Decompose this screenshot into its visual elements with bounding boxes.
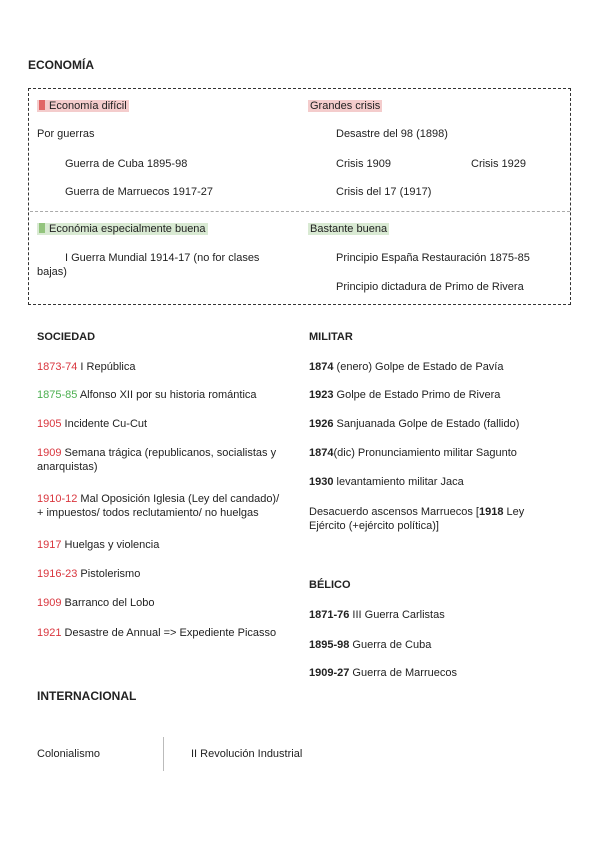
list-item: 1895-98 Guerra de Cuba	[309, 639, 432, 651]
list-item: 1926 Sanjuanada Golpe de Estado (fallido)	[309, 418, 520, 430]
list-item: 1874 (enero) Golpe de Estado de Pavía	[309, 361, 504, 373]
list-item: 1923 Golpe de Estado Primo de Rivera	[309, 389, 501, 401]
list-item: 1916-23 Pistolerismo	[37, 568, 141, 580]
list-item: Crisis 1909	[336, 158, 392, 170]
economia-bastante-heading	[308, 222, 389, 236]
list-item: 1910-12 Mal Oposición Iglesia (Ley del candado)/ + impuestos/ todos reclutamiento/ no huelgas	[37, 493, 280, 519]
economia-title: ECONOMÍA	[28, 58, 94, 72]
economia-buena-label: Económia especialmente buena	[49, 223, 206, 235]
economia-bastante-label: Bastante buena	[310, 223, 388, 235]
list-item: 1905 Incidente Cu-Cut	[37, 418, 148, 430]
list-item: 1873-74 I República	[37, 361, 136, 373]
economia-crisis-label: Grandes crisis	[310, 100, 381, 112]
militar-title: MILITAR	[309, 331, 353, 343]
list-item: Guerra de Cuba 1895-98	[65, 158, 188, 170]
internacional-divider	[163, 737, 164, 771]
list-item: 1917 Huelgas y violencia	[37, 539, 160, 551]
internacional-right: II Revolución Industrial	[191, 748, 303, 760]
economia-dificil-label: Economía difícil	[49, 100, 127, 112]
list-item: 1871-76 III Guerra Carlistas	[309, 609, 445, 621]
list-item: Desastre del 98 (1898)	[336, 128, 448, 140]
minus-marker	[39, 100, 45, 110]
list-item: 1874(dic) Pronunciamiento militar Sagunto	[309, 447, 517, 459]
list-item: Crisis 1929	[471, 158, 527, 170]
plus-marker	[39, 223, 45, 233]
economia-dificil-intro: Por guerras	[37, 128, 95, 140]
list-item: Principio dictadura de Primo de Rivera	[336, 281, 524, 293]
economia-buena-heading	[37, 222, 208, 236]
list-item: Guerra de Marruecos 1917-27	[65, 186, 213, 198]
list-item: 1909-27 Guerra de Marruecos	[309, 667, 457, 679]
internacional-left: Colonialismo	[37, 748, 100, 760]
list-item: 1909 Semana trágica (republicanos, socialistas y anarquistas)	[37, 447, 277, 473]
list-item: Principio España Restauración 1875-85	[336, 252, 530, 264]
economia-dificil-heading	[37, 99, 129, 113]
list-item: 1930 levantamiento militar Jaca	[309, 476, 464, 488]
economia-divider	[30, 211, 570, 212]
belico-title: BÉLICO	[309, 579, 351, 591]
list-item: 1909 Barranco del Lobo	[37, 597, 155, 609]
list-item: Desacuerdo ascensos Marruecos [1918 Ley Ejército (+ejército política)]	[309, 506, 525, 532]
internacional-title: INTERNACIONAL	[37, 689, 137, 703]
sociedad-title: SOCIEDAD	[37, 331, 96, 343]
list-item: I Guerra Mundial 1914-17 (no for clases bajas)	[37, 252, 260, 278]
economia-crisis-heading	[308, 99, 382, 113]
list-item: 1875-85 Alfonso XII por su historia romántica	[37, 389, 257, 401]
list-item: 1921 Desastre de Annual => Expediente Picasso	[37, 627, 277, 639]
list-item: Crisis del 17 (1917)	[336, 186, 432, 198]
